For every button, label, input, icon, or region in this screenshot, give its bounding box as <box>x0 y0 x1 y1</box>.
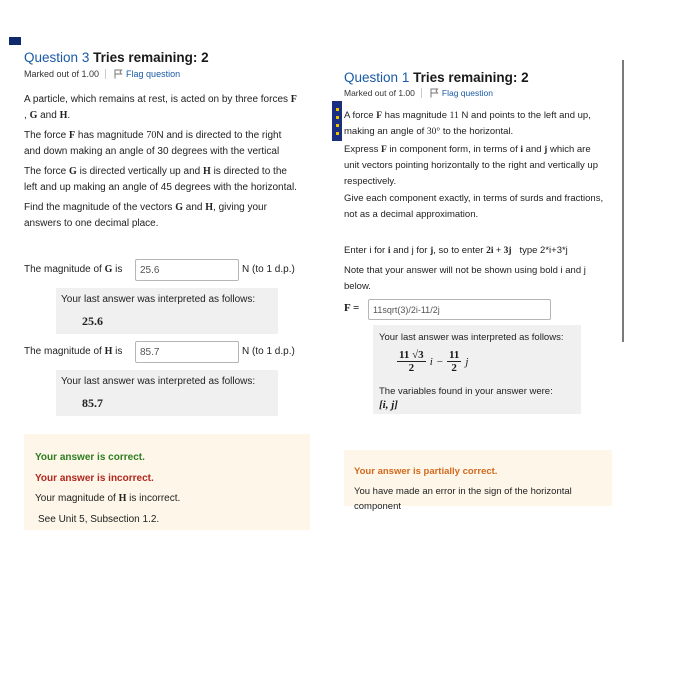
f-vars-value: [i, j] <box>379 399 398 411</box>
q1-p2-text-c: and <box>525 144 542 155</box>
g-interpretation-box <box>56 288 278 334</box>
h-unit: N (to 1 d.p.) <box>242 346 295 357</box>
q1-example-expression: 2i + 3j <box>486 246 512 256</box>
symbol-g: G <box>29 110 38 121</box>
q1-feedback-text-1: You have made an error in the sign of the horizontal <box>354 486 572 497</box>
q3-paragraph-2 <box>24 128 314 160</box>
symbol-h: H <box>118 493 127 504</box>
g-unit: N (to 1 d.p.) <box>242 264 295 275</box>
q3-flag-label: Flag question <box>126 69 181 79</box>
q1-paragraph-2 <box>344 142 619 190</box>
q3-label: Question <box>24 50 79 65</box>
q1-marked: Marked out of 1.00 <box>344 88 415 98</box>
frac1-numerator: 11 √3 <box>399 349 424 361</box>
f-answer-label: F = <box>344 302 360 314</box>
symbol-h: H <box>205 202 214 213</box>
q1-p1-text-d: making an angle of <box>344 126 425 137</box>
symbol-h: H <box>104 346 113 357</box>
q1-p1-text-c: N and points to the left and up, <box>461 110 591 121</box>
q3-title <box>24 50 209 65</box>
q3-feedback-box <box>24 434 310 530</box>
page-marker <box>9 37 21 45</box>
f-vars-label: The variables found in your answer were: <box>379 386 553 397</box>
f-interp-expression <box>397 349 468 374</box>
h-magnitude-input[interactable] <box>135 341 239 363</box>
q1-feedback-text-2: component <box>354 501 402 512</box>
q1-paragraph-3 <box>344 191 619 223</box>
symbol-f: F <box>380 145 387 155</box>
q1-p1-text-b: has magnitude <box>384 110 447 121</box>
interp-minus: − <box>436 355 443 368</box>
q3-fb-detail-a: Your magnitude of <box>35 493 116 504</box>
q1-p2-text-b: in component form, in terms of <box>389 144 518 155</box>
f-interpretation-box <box>373 325 581 414</box>
q3-paragraph-3 <box>24 164 314 196</box>
f-input-value: 11sqrt(3)/2i-11/2j <box>373 304 440 315</box>
q1-p1-text-a: A force <box>344 110 374 121</box>
f-interp-label: Your last answer was interpreted as follows: <box>379 332 564 343</box>
frac2-denominator: 2 <box>451 362 457 374</box>
symbol-g: G <box>69 166 77 177</box>
q3-p2-text-c: N and is directed to the right <box>156 130 282 141</box>
g-interp-label: Your last answer was interpreted as follows: <box>61 294 256 305</box>
q1-label: Question <box>344 70 399 85</box>
drag-handle[interactable] <box>332 101 342 141</box>
q1-flag-button[interactable] <box>430 88 493 98</box>
q1-p4-text-c: , so to enter <box>433 245 484 256</box>
symbol-j: j <box>430 246 434 256</box>
flag-icon <box>430 88 439 98</box>
q3-flag-button[interactable] <box>114 69 180 79</box>
symbol-h: H <box>203 166 211 177</box>
h-interp-value: 85.7 <box>82 396 103 410</box>
q3-magnitude-70: 70 <box>146 130 157 141</box>
q1-p2-text-d: which are <box>549 144 591 155</box>
q1-magnitude-11: 11 <box>449 111 459 121</box>
q3-p1-and: and <box>40 110 57 121</box>
interp-j: j <box>465 355 469 368</box>
q1-p3-text-b: not as a decimal approximation. <box>344 209 479 220</box>
q3-marked: Marked out of 1.00 <box>24 69 100 79</box>
q1-p5-text-b: below. <box>344 281 371 292</box>
flag-icon <box>114 69 123 79</box>
q3-p2-text-d: and down making an angle of 30 degrees with the vertical <box>24 146 280 157</box>
g-magnitude-input[interactable] <box>135 259 239 281</box>
h-is-text: is <box>115 346 123 357</box>
q3-feedback-detail <box>35 493 180 504</box>
interp-i: i <box>429 355 433 368</box>
symbol-h: H <box>59 110 68 121</box>
q1-p4-text-d: type 2*i+3*j <box>519 245 568 256</box>
q3-p3-text-a: The force <box>24 166 67 177</box>
frac-11-root3-over-2 <box>397 349 426 374</box>
g-is-text: is <box>115 264 123 275</box>
symbol-g: G <box>175 202 183 213</box>
q3-tries: Tries remaining: 2 <box>93 50 209 65</box>
q1-tries: Tries remaining: 2 <box>413 70 529 85</box>
q1-title <box>344 70 529 85</box>
q1-feedback-partial: Your answer is partially correct. <box>354 466 498 477</box>
q3-p4-text-c: , giving your <box>213 202 267 213</box>
q3-feedback-unit-ref: See Unit 5, Subsection 1.2. <box>38 514 160 525</box>
frac2-numerator: 11 <box>448 349 460 361</box>
q1-meta <box>344 88 493 98</box>
h-input-value: 85.7 <box>140 346 160 358</box>
q1-p2-text-f: respectively. <box>344 176 397 187</box>
h-label-text: The magnitude of <box>24 346 102 357</box>
symbol-f: F <box>69 130 76 141</box>
q3-p2-text-b: has magnitude <box>77 130 144 141</box>
q1-p4-text-a: Enter i for <box>344 245 386 256</box>
q3-fb-detail-b: is incorrect. <box>129 493 181 504</box>
q3-p1-text: A particle, which remains at rest, is acted on by three forces <box>24 94 289 105</box>
f-answer-input[interactable] <box>368 299 551 320</box>
g-answer-label <box>24 262 122 278</box>
q1-paragraph-5 <box>344 263 619 295</box>
symbol-i: i <box>387 246 391 256</box>
q1-feedback-box <box>344 450 612 512</box>
h-interpretation-box <box>56 370 278 416</box>
symbol-i: i <box>520 145 524 155</box>
q1-p1-text-e: to the horizontal. <box>442 126 514 137</box>
q3-p4-text-a: Find the magnitude of the vectors <box>24 202 173 213</box>
g-input-value: 25.6 <box>140 264 160 276</box>
symbol-f: F <box>376 111 383 121</box>
q1-p3-text-a: Give each component exactly, in terms of surds and fractions, <box>344 193 604 204</box>
q1-number: 1 <box>401 70 410 85</box>
q3-p4-text-b: and <box>185 202 203 213</box>
frac1-denominator: 2 <box>408 362 415 374</box>
q3-p3-text-c: is directed to the <box>213 166 287 177</box>
g-label-text: The magnitude of <box>24 264 102 275</box>
g-interp-value: 25.6 <box>82 314 103 328</box>
q3-divider <box>105 69 106 79</box>
q1-paragraph-4 <box>344 243 619 259</box>
q3-paragraph-1: A particle, which remains at rest, is acted on by three forces F , G and H. <box>24 94 297 121</box>
q3-meta <box>24 69 180 79</box>
q3-paragraph-4 <box>24 200 314 232</box>
q1-angle: 30° <box>426 127 441 137</box>
q1-paragraph-1 <box>344 108 619 140</box>
q1-p5-text-a: Note that your answer will not be shown using bold i and j <box>344 265 586 276</box>
q1-p2-text-a: Express <box>344 144 379 155</box>
frac-11-over-2 <box>447 349 461 374</box>
q3-number: 3 <box>81 50 90 65</box>
q3-p4-text-d: answers to one decimal place. <box>24 218 159 229</box>
q3-p3-text-d: left and up making an angle of 45 degrees with the horizontal. <box>24 182 297 193</box>
q3-feedback-incorrect: Your answer is incorrect. <box>35 473 154 484</box>
q3-p2-text-a: The force <box>24 130 67 141</box>
symbol-j: j <box>544 145 548 155</box>
symbol-f: F <box>290 94 297 105</box>
q1-divider <box>421 88 422 98</box>
symbol-g: G <box>104 264 113 275</box>
q1-p4-text-b: and j for <box>393 245 428 256</box>
q1-flag-label: Flag question <box>441 88 493 98</box>
q3-p3-text-b: is directed vertically up and <box>79 166 201 177</box>
h-answer-label <box>24 344 122 360</box>
scrollbar[interactable] <box>622 60 624 342</box>
q3-feedback-correct: Your answer is correct. <box>35 452 145 463</box>
q1-p2-text-e: unit vectors pointing horizontally to the right and vertically up <box>344 160 598 171</box>
h-interp-label: Your last answer was interpreted as follows: <box>61 376 256 387</box>
